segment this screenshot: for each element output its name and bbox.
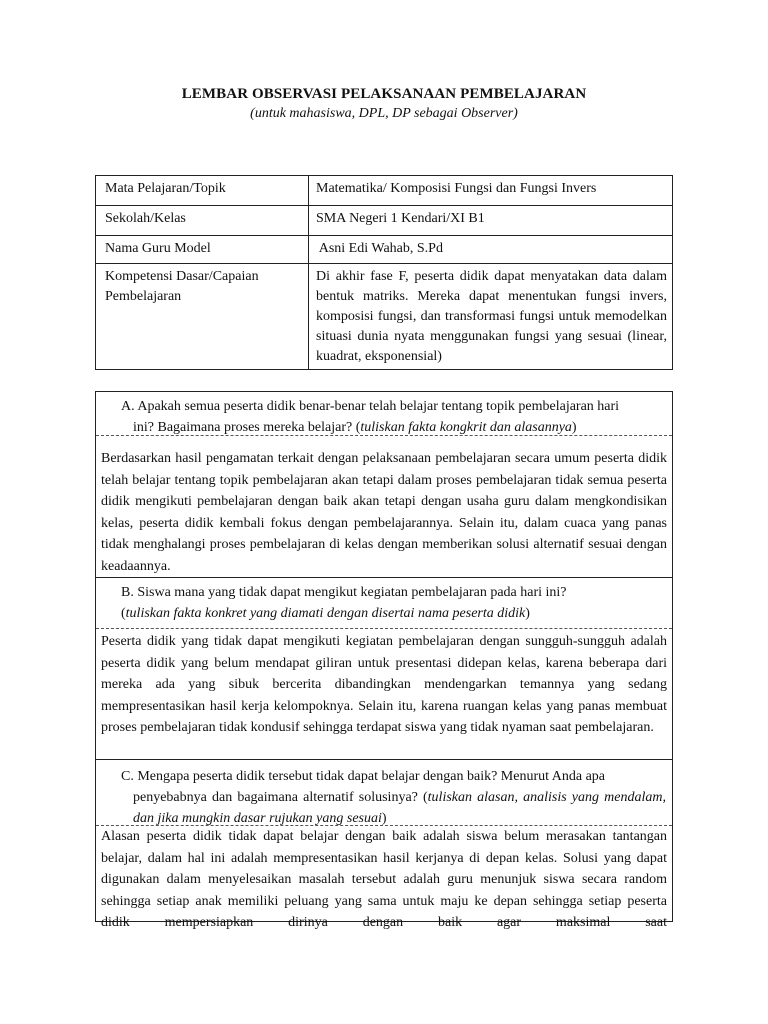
- question-a: [96, 392, 672, 436]
- observation-table: [95, 391, 673, 930]
- question-c-rest: [96, 787, 666, 829]
- question-b: [96, 577, 672, 629]
- answer-b: Peserta didik yang tidak dapat mengikuti kegiatan pembelajaran dengan sungguh-sungguh adalah peserta didik yang belum mendapat giliran untuk presentasi didepan kelas, karena beberapa dari mereka ada yang sibuk bercerita dibandingkan mendengarkan temannya yang sedang mempresentasikan hasil kerja kelompoknya. Selain itu, karena ruangan kelas yang panas membuat proses pembelajaran tidak kondusif sehingga terdapat siswa yang tidak nyaman saat pembelajaran.: [101, 634, 667, 735]
- question-a-close: ): [571, 420, 577, 435]
- info-label: Nama Guru Model: [96, 236, 309, 264]
- question-b-instruction: tuliskan fakta konkret yang diamati dengan disertai nama peserta didik: [125, 606, 526, 621]
- info-table: [95, 175, 673, 370]
- question-c-instruction: tuliskan alasan, analisis yang mendalam, dan jika mungkin dasar rujukan yang sesuai: [133, 790, 666, 826]
- info-value: Di akhir fase F, peserta didik dapat menyatakan data dalam bentuk matriks. Mereka dapat menentukan fungsi invers, komposisi fungsi, dan transformasi fungsi untuk memodelkan situasi dunia nyata menggunakan fungsi yang sesuai (linear, kuadrat, eksponensial): [309, 264, 673, 370]
- question-b-open: (: [121, 606, 126, 621]
- info-row-teacher: [96, 236, 673, 264]
- question-c: [96, 759, 672, 826]
- question-a-line1: A. Apakah semua peserta didik benar-benar telah belajar tentang topik pembelajaran hari: [121, 399, 620, 414]
- question-b-close: ): [525, 606, 530, 621]
- info-row-school: [96, 206, 673, 236]
- question-b-line2: [96, 603, 666, 624]
- info-row-competency: [96, 264, 673, 370]
- question-a-line2: [96, 417, 666, 438]
- question-c-line1: C. Mengapa peserta didik tersebut tidak dapat belajar dengan baik? Menurut Anda apa: [121, 769, 605, 784]
- info-value: Matematika/ Komposisi Fungsi dan Fungsi Invers: [309, 176, 673, 206]
- info-label: Kompetensi Dasar/Capaian Pembelajaran: [96, 264, 309, 370]
- answer-a: Berdasarkan hasil pengamatan terkait dengan pelaksanaan pembelajaran secara umum peserta didik telah belajar tentang topik pembelajaran akan tetapi dalam proses pembelajaran tidak semua peserta didik mengikuti pembelajaran dengan baik akan tetapi dengan usaha guru dalam mengkondisikan kelas, peserta didik kembali fokus dengan pembelajarannya. Selain itu, dalam cuaca yang panas tidak menghalangi proses pembelajaran di kelas dengan memberikan solusi alternatif sesuai dengan keadaannya.: [101, 451, 667, 574]
- question-c-close: ): [381, 811, 387, 826]
- info-value: Asni Edi Wahab, S.Pd: [309, 236, 673, 264]
- question-b-line1: B. Siswa mana yang tidak dapat mengikut kegiatan pembelajaran pada hari ini?: [121, 585, 567, 600]
- question-a-instruction: tuliskan fakta kongkrit dan alasannya: [360, 420, 572, 435]
- document-subtitle: (untuk mahasiswa, DPL, DP sebagai Observer): [250, 106, 518, 121]
- answer-c: Alasan peserta didik tidak dapat belajar dengan baik adalah siswa belum merasakan tantangan belajar, dalam hal ini adalah mempresentasikan hasil kerjanya di depan kelas. Solusi yang dapat digunakan dalam menyelesaikan masalah tersebut adalah guru menunjuk siswa secara random sehingga setiap anak memiliki peluang yang sama untuk maju ke depan sehingga setiap peserta didik mempersiapkan dirinya dengan baik agar maksimal saat: [101, 829, 667, 930]
- question-a-text: ini? Bagaimana proses mereka belajar? (: [133, 420, 361, 435]
- info-row-subject: [96, 176, 673, 206]
- document-title: LEMBAR OBSERVASI PELAKSANAAN PEMBELAJARAN: [181, 86, 587, 102]
- question-c-text: penyebabnya dan bagaimana alternatif solusinya? (: [133, 790, 428, 805]
- info-label: Mata Pelajaran/Topik: [96, 176, 309, 206]
- info-label: Sekolah/Kelas: [96, 206, 309, 236]
- info-value: SMA Negeri 1 Kendari/XI B1: [309, 206, 673, 236]
